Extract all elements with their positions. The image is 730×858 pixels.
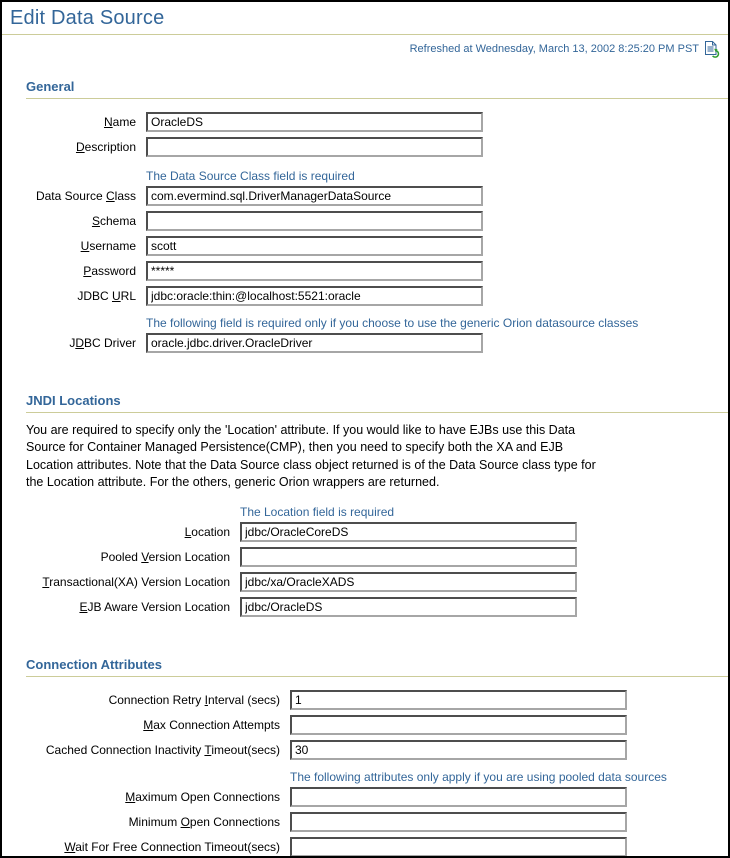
section-jndi-locations — [26, 393, 728, 617]
ejb-aware-version-location-input[interactable] — [240, 597, 577, 617]
section-connection-attributes — [26, 657, 728, 857]
section-heading-general: General — [26, 79, 75, 94]
field-label-data-source-class: Data Source Class — [35, 189, 136, 203]
jndi-description: You are required to specify only the 'Location' attribute. If you would like to have EJBs use this Data Source for Container Managed Persistence(CMP), then you need to specify both the XA and EJB Location attributes. Note that the Data Source class object returned is of the Data Source class type for the Location attribute. For the others, generic Orion wrappers are returned. — [26, 423, 596, 489]
jdbc-driver-input[interactable] — [146, 333, 483, 353]
hint-data-source-class-required: The Data Source Class field is required — [146, 169, 355, 183]
form-row — [26, 597, 728, 617]
field-label-max-connection-attempts: Max Connection Attempts — [143, 718, 280, 732]
field-label-connection-retry-interval: Connection Retry Interval (secs) — [108, 693, 280, 707]
field-label-jdbc-url: JDBC URL — [77, 289, 136, 303]
form-row — [26, 186, 728, 206]
max-connection-attempts-input[interactable] — [290, 715, 627, 735]
form-row — [26, 333, 728, 353]
maximum-open-connections-input[interactable] — [290, 787, 627, 807]
field-label-schema: Schema — [91, 214, 136, 228]
field-label-pooled-version-location: Pooled Version Location — [100, 550, 230, 564]
hint-jdbc-driver-orion: The following field is required only if you choose to use the generic Orion datasource classes — [146, 316, 639, 330]
field-label-username: Username — [80, 239, 136, 253]
section-heading-connection: Connection Attributes — [26, 657, 163, 672]
name-input[interactable] — [146, 112, 483, 132]
form-row — [26, 812, 728, 832]
form-row — [26, 547, 728, 567]
field-label-transactional-xa-version-location: Transactional(XA) Version Location — [42, 575, 230, 589]
wait-for-free-connection-timeout-input[interactable] — [290, 837, 627, 857]
refresh-page-icon[interactable] — [703, 40, 720, 58]
refresh-timestamp: Refreshed at Wednesday, March 13, 2002 8:25:20 PM PST — [409, 43, 699, 55]
description-input[interactable] — [146, 137, 483, 157]
username-input[interactable] — [146, 236, 483, 256]
form-row — [26, 236, 728, 256]
field-label-cached-connection-inactivity-timeout: Cached Connection Inactivity Timeout(secs) — [45, 743, 280, 757]
password-input[interactable] — [146, 261, 483, 281]
form-row — [26, 837, 728, 857]
field-label-maximum-open-connections: Maximum Open Connections — [125, 790, 280, 804]
field-label-minimum-open-connections: Minimum Open Connections — [128, 815, 280, 829]
field-label-password: Password — [83, 264, 136, 278]
pooled-version-location-input[interactable] — [240, 547, 577, 567]
field-label-description: Description — [75, 140, 136, 154]
schema-input[interactable] — [146, 211, 483, 231]
location-input[interactable] — [240, 522, 577, 542]
field-label-jdbc-driver: JDBC Driver — [69, 336, 136, 350]
hint-location-required: The Location field is required — [240, 505, 395, 519]
form-row — [26, 112, 728, 132]
minimum-open-connections-input[interactable] — [290, 812, 627, 832]
title-bar — [2, 2, 728, 30]
refresh-status — [2, 40, 720, 58]
form-row — [26, 572, 728, 592]
section-divider — [26, 98, 728, 99]
transactional-xa-version-location-input[interactable] — [240, 572, 577, 592]
field-label-wait-for-free-connection-timeout: Wait For Free Connection Timeout(secs) — [64, 840, 280, 854]
section-heading-jndi: JNDI Locations — [26, 393, 121, 408]
general-form — [26, 112, 728, 353]
jndi-form — [26, 505, 728, 617]
form-row — [26, 715, 728, 735]
data-source-class-input[interactable] — [146, 186, 483, 206]
form-row — [26, 787, 728, 807]
form-row — [26, 261, 728, 281]
field-label-location: Location — [184, 525, 230, 539]
connection-retry-interval-input[interactable] — [290, 690, 627, 710]
form-row — [26, 740, 728, 760]
form-row — [26, 522, 728, 542]
connection-form — [26, 690, 728, 857]
form-row — [26, 211, 728, 231]
hint-pooled-data-sources: The following attributes only apply if you are using pooled data sources — [290, 770, 667, 784]
jdbc-url-input[interactable] — [146, 286, 483, 306]
form-row — [26, 286, 728, 306]
field-label-name: Name — [103, 115, 136, 129]
cached-connection-inactivity-timeout-input[interactable] — [290, 740, 627, 760]
field-label-ejb-aware-version-location: EJB Aware Version Location — [79, 600, 230, 614]
section-general — [26, 79, 728, 353]
form-row — [26, 137, 728, 157]
section-divider — [26, 412, 728, 413]
section-divider — [26, 676, 728, 677]
title-divider — [2, 34, 728, 35]
page-title: Edit Data Source — [10, 7, 165, 29]
form-row — [26, 690, 728, 710]
